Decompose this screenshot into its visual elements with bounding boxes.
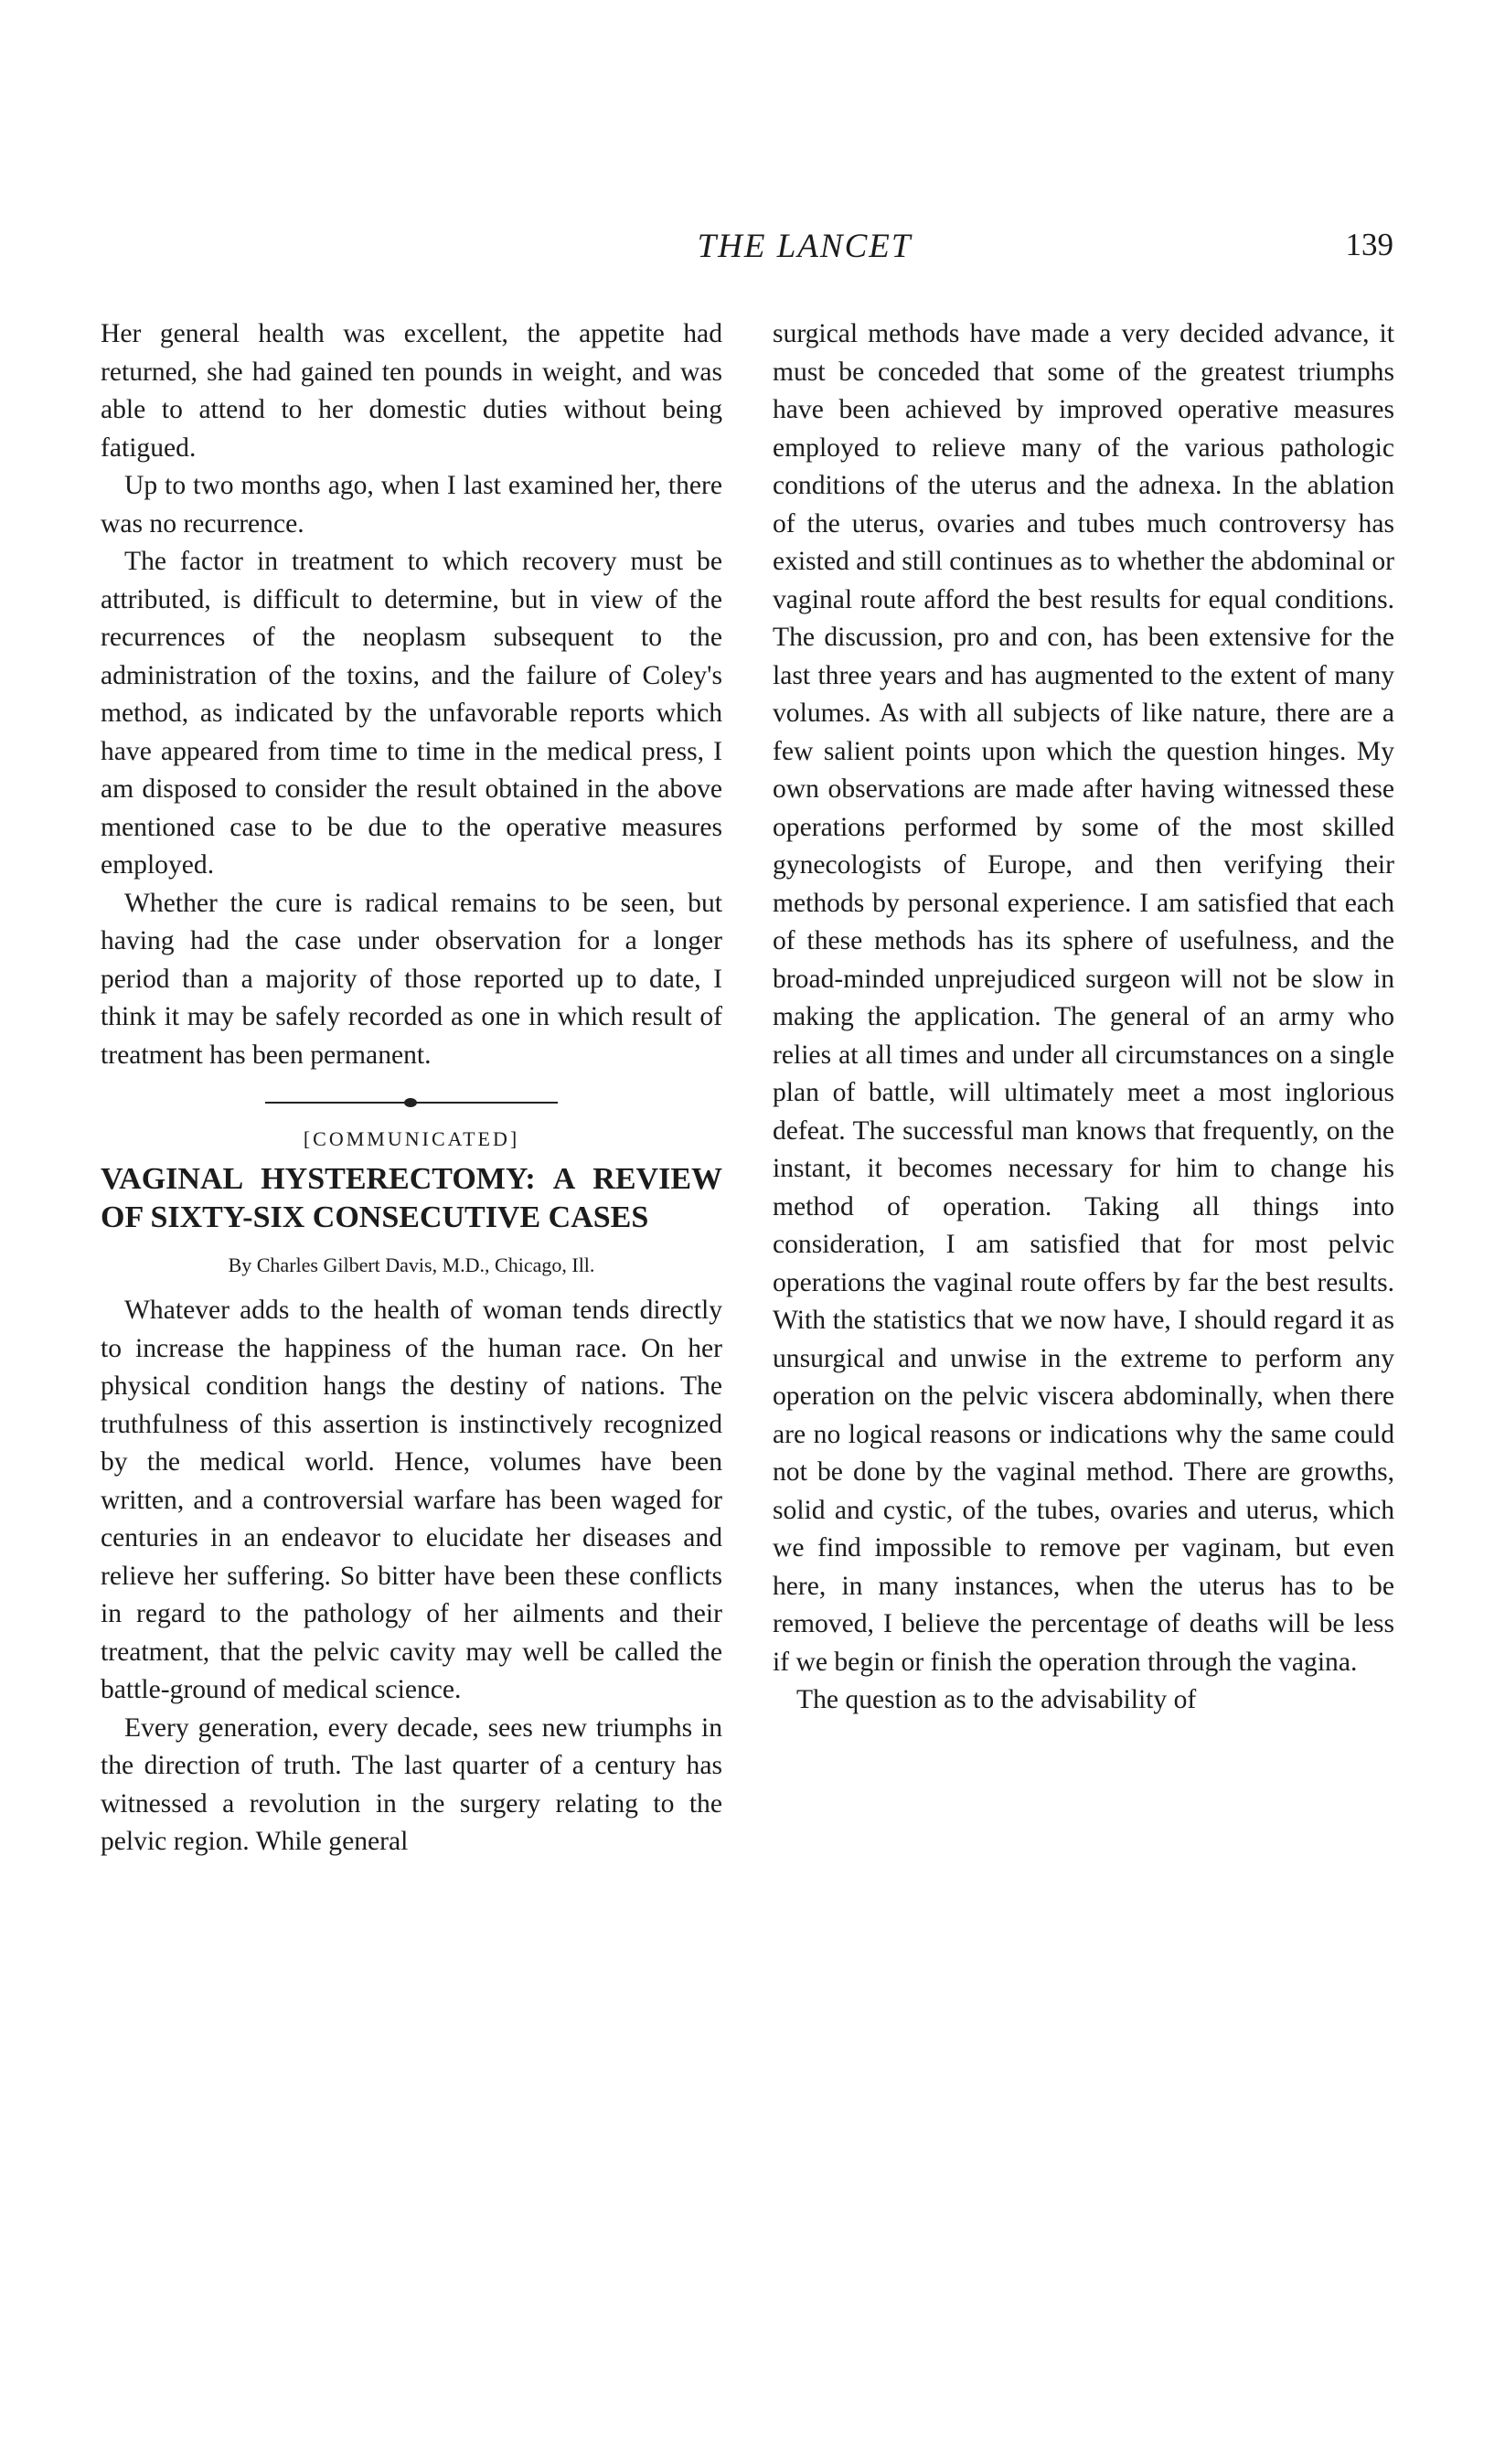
article-byline: By Charles Gilbert Davis, M.D., Chicago, Ill. xyxy=(228,1253,595,1276)
body-paragraph: The factor in treatment to which recovery must be attributed, is difficult to determine, but in view of the recurrences of the neoplasm subsequent to the administration of the toxins, and the failure of Coley's method, as indicated by the unfavorable reports which have appeared from time to time in the medical press, I am disposed to consider the result obtained in the above mentioned case to be due to the operative measures employed. xyxy=(101,547,722,880)
running-head xyxy=(101,227,1399,272)
communicated-label: [COMMUNICATED] xyxy=(303,1127,520,1150)
body-paragraph: Her general health was excellent, the appetite had returned, she had gained ten pounds in weight, and was able to attend to her domestic duties without being fatigued. xyxy=(101,319,722,463)
article-title: VAGINAL HYSTERECTOMY: A REVIEW OF SIXTY-SIX CONSECUTIVE CASES xyxy=(101,1162,722,1234)
right-column xyxy=(773,315,1394,1720)
journal-title: THE LANCET xyxy=(697,228,913,265)
page-number: 139 xyxy=(1345,227,1393,262)
body-paragraph: Up to two months ago, when I last examined her, there was no recurrence. xyxy=(101,471,722,539)
body-paragraph: Whether the cure is radical remains to be seen, but having had the case under observation for a longer period than a majority of those reported up to date, I think it may be safely recorded as one in which result of treatment has been permanent. xyxy=(101,888,722,1070)
body-paragraph: The question as to the advisability of xyxy=(796,1685,1197,1714)
body-paragraph: Whatever adds to the health of woman tends directly to increase the happiness of the human race. On her physical condition hangs the destiny of nations. The truthfulness of this assertion is instinctively recognized by the medical world. Hence, volumes have been written, and a controversial warfare has been waged for centuries in an endeavor to elucidate her diseases and relieve her suffering. So bitter have been these conflicts in regard to the pathology of her ailments and their treatment, that the pelvic cavity may well be called the battle-ground of medical science. xyxy=(101,1296,722,1704)
body-paragraph: Every generation, every decade, sees new triumphs in the direction of truth. The last quarter of a century has witnessed a revolution in the surgery relating to the pelvic region. While general xyxy=(101,1712,722,1856)
body-paragraph: surgical methods have made a very decided advance, it must be conceded that some of the greatest triumphs have been achieved by improved operative measures employed to relieve many of the various pathologic conditions of the uterus and the adnexa. In the ablation of the uterus, ovaries and tubes much controversy has existed and still continues as to whether the abdominal or vaginal route afford the best results for equal conditions. The discussion, pro and con, has been extensive for the last three years and has augmented to the extent of many volumes. As with all subjects of like nature, there are a few salient points upon which the question hinges. My own observations are made after having witnessed these operations performed by some of the most skilled gynecologists of Europe, and then verifying their methods by personal experience. I am satisfied that each of these methods has its sphere of usefulness, and the broad-minded unprejudiced surgeon will not be slow in making the application. The general of an army who relies at all times and under all circumstances on a single plan of battle, will ultimately meet a most inglorious defeat. The successful man knows that frequently, on the instant, it becomes necessary for him to change his method of operation. Taking all things into consideration, I am satisfied that for most pelvic operations the vaginal route offers by far the best results. With the statistics that we now have, I should regard it as unsurgical and unwise in the extreme to perform any operation on the pelvic viscera abdominally, when there are no logical reasons or indications why the same could not be done by the vaginal method. There are growths, solid and cystic, of the tubes, ovaries and uterus, which we find impossible to remove per vaginam, but even here, in many instances, when the uterus has to be removed, I believe the percentage of deaths will be less if we begin or finish the operation through the vagina. xyxy=(773,319,1394,1677)
left-column xyxy=(101,315,722,1861)
divider-ornament xyxy=(404,1098,417,1107)
section-divider xyxy=(265,1102,558,1104)
